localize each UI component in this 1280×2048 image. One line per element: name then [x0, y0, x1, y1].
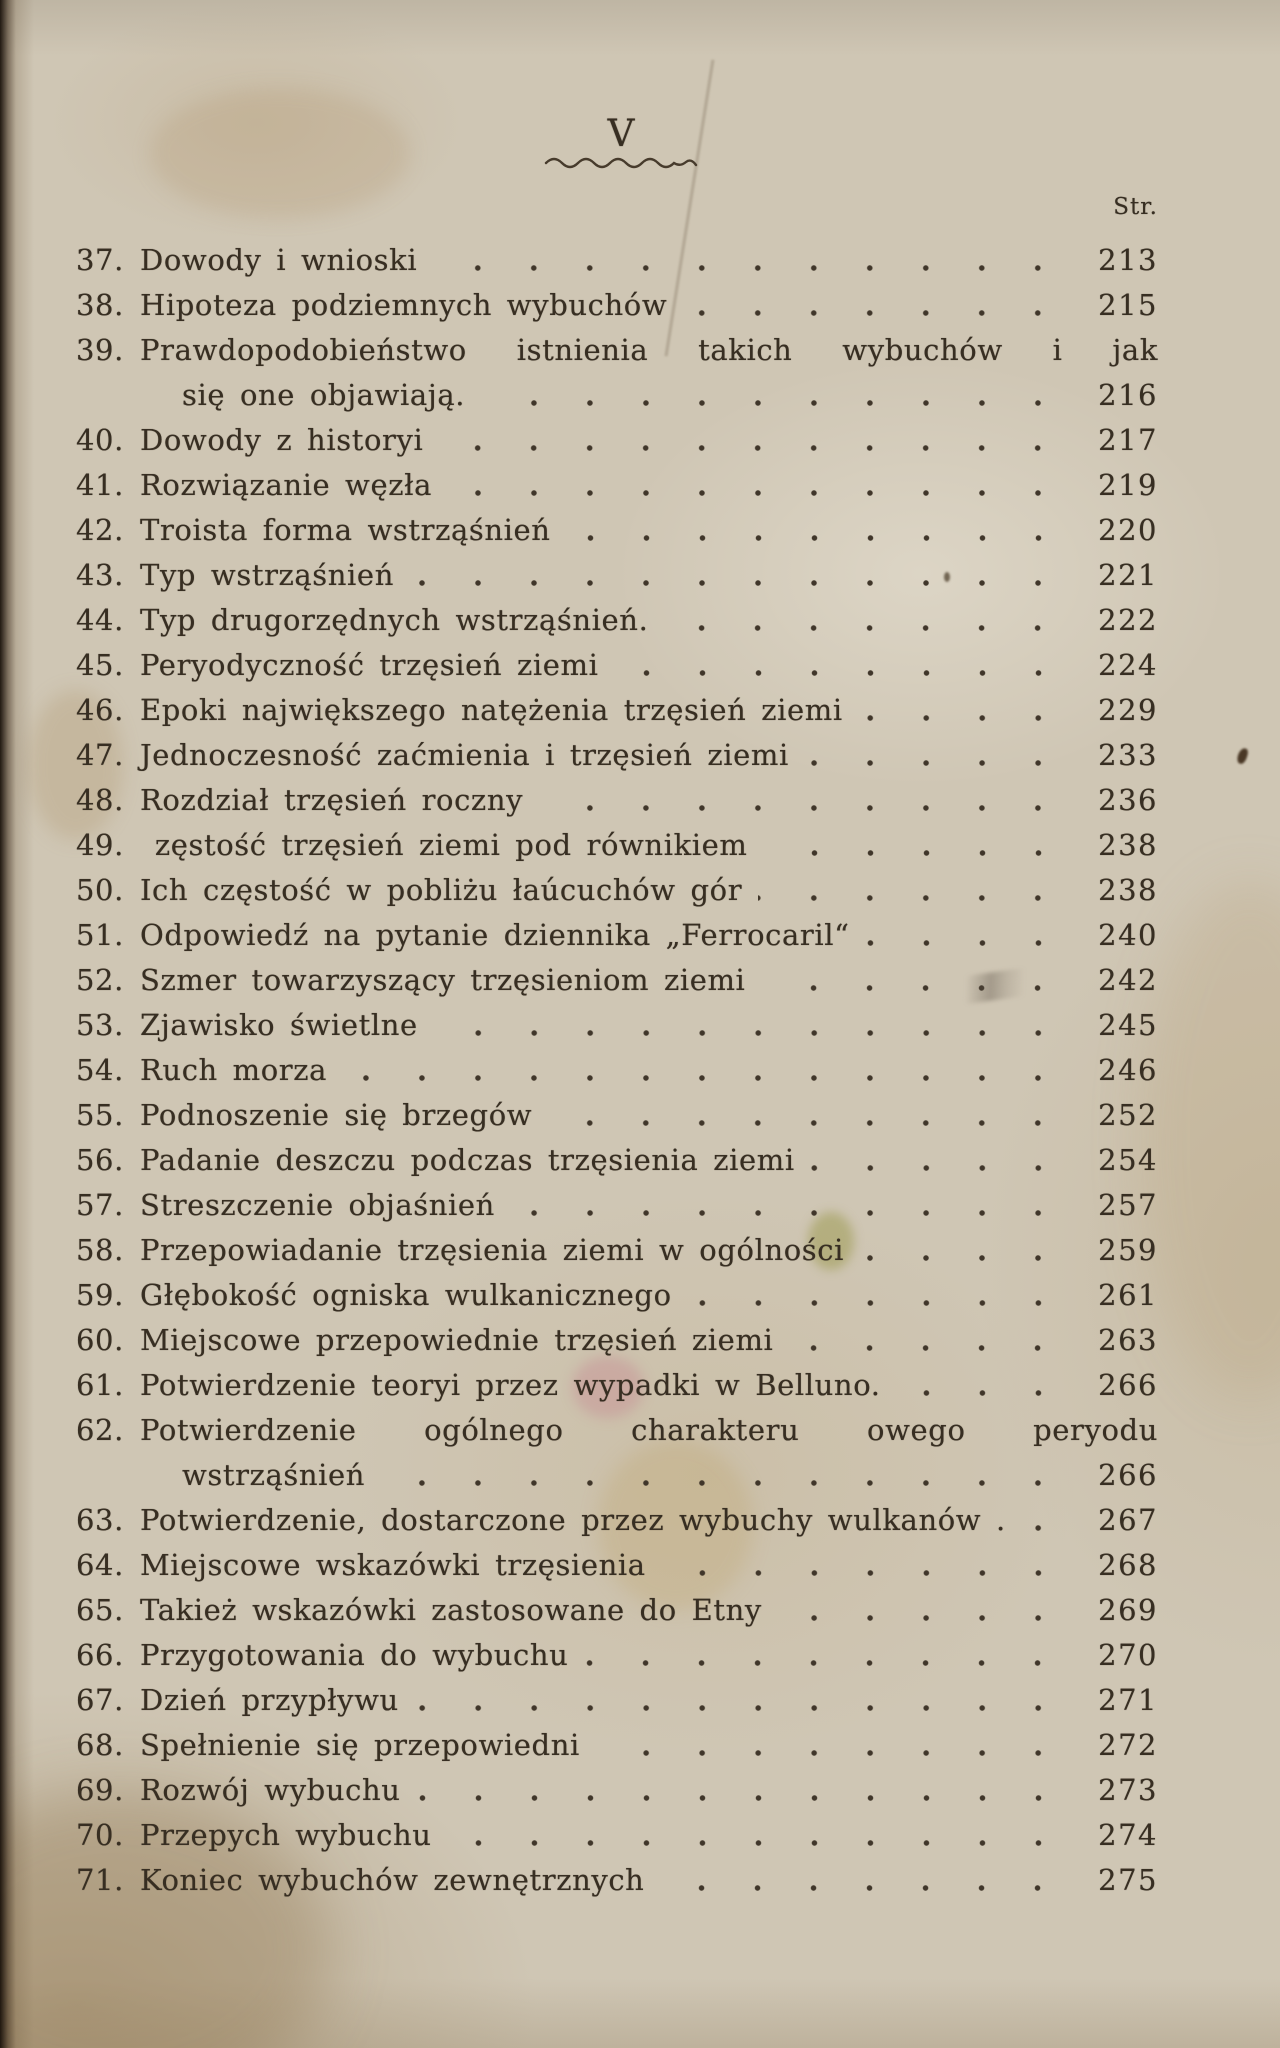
- toc-entry: [76, 1318, 1158, 1363]
- dot-leader: [381, 1453, 1074, 1498]
- toc-entry-number: 70.: [76, 1818, 124, 1852]
- toc-entry-title: zęstość trzęsień ziemi pod równikiem: [140, 828, 748, 862]
- dot-leader: [805, 733, 1074, 778]
- toc-entry-page: 238: [1098, 828, 1158, 862]
- toc-entry-page: 266: [1098, 1458, 1158, 1492]
- toc-entry-page: 222: [1098, 603, 1158, 637]
- toc-entry: [76, 823, 1158, 868]
- dot-leader: [866, 913, 1074, 958]
- toc-entry-number: 65.: [76, 1593, 124, 1627]
- toc-entry-number: 46.: [76, 693, 124, 727]
- page-roman-numeral: V: [607, 112, 637, 155]
- toc-entry: [76, 1363, 1158, 1408]
- dot-leader: [764, 823, 1075, 868]
- toc-entry-page: 219: [1098, 468, 1158, 502]
- dot-leader: [688, 1273, 1074, 1318]
- toc-entry-number: 48.: [76, 783, 124, 817]
- toc-entry-number: 62.: [76, 1413, 124, 1447]
- toc-entry-page: 224: [1098, 648, 1158, 682]
- toc-entry: [76, 1543, 1158, 1588]
- toc-entry: [76, 1813, 1158, 1858]
- toc-entry-title: Padanie deszczu podczas trzęsienia ziemi: [140, 1143, 795, 1177]
- toc-entry-number: 68.: [76, 1728, 124, 1762]
- toc-entry-number: 53.: [76, 1008, 124, 1042]
- toc-entry-title: Typ drugorzędnych wstrząśnień.: [140, 603, 649, 637]
- toc-entry: [76, 1003, 1158, 1048]
- dot-leader: [417, 1768, 1074, 1813]
- toc-entry: [76, 553, 1158, 598]
- toc-entry-number: 39.: [76, 333, 124, 367]
- toc-entry-number: 61.: [76, 1368, 124, 1402]
- toc-entry: [76, 1588, 1158, 1633]
- toc-entry-title: Dowody i wnioski: [140, 243, 418, 277]
- toc-entry-number: 63.: [76, 1503, 124, 1537]
- toc-entry-title: Szmer towarzyszący trzęsieniom ziemi: [140, 963, 746, 997]
- dot-leader: [860, 1228, 1074, 1273]
- toc-entry-page: 271: [1098, 1683, 1158, 1717]
- toc-entry-page: 267: [1098, 1503, 1158, 1537]
- squiggle-divider: [543, 153, 703, 171]
- column-header-str: Str.: [1113, 194, 1158, 220]
- toc-entry: [76, 1408, 1158, 1453]
- dot-leader: [415, 1678, 1074, 1723]
- toc-entry-continuation: się one objawiają.: [182, 378, 466, 412]
- toc-entry: [76, 1093, 1158, 1138]
- toc-list: [0, 238, 1280, 1903]
- toc-entry-number: 67.: [76, 1683, 124, 1717]
- dot-leader: [1022, 1498, 1074, 1543]
- toc-entry-page: 272: [1098, 1728, 1158, 1762]
- toc-entry-title: Hipoteza podziemnych wybuchów: [140, 288, 668, 322]
- toc-entry: [76, 508, 1158, 553]
- toc-entry-number: 45.: [76, 648, 124, 682]
- toc-entry: [76, 1678, 1158, 1723]
- toc-entry-title: Peryodyczność trzęsień ziemi: [140, 648, 599, 682]
- dot-leader: [859, 688, 1074, 733]
- dot-leader: [778, 1588, 1074, 1633]
- dot-leader: [548, 1093, 1074, 1138]
- toc-entry: [76, 1048, 1158, 1093]
- toc-entry-page: 254: [1098, 1143, 1158, 1177]
- dot-leader: [811, 1138, 1074, 1183]
- toc-entry-number: 40.: [76, 423, 124, 457]
- toc-entry-number: 42.: [76, 513, 124, 547]
- toc-entry-page: 221: [1098, 558, 1158, 592]
- toc-entry-page: 220: [1098, 513, 1158, 547]
- toc-entry-page: 229: [1098, 693, 1158, 727]
- toc-entry-title: Typ wstrząśnień: [140, 558, 394, 592]
- dot-leader: [448, 463, 1074, 508]
- toc-entry-title: Dowody z historyi: [140, 423, 424, 457]
- toc-entry-title: Rozwój wybuchu: [140, 1773, 401, 1807]
- toc-entry: [76, 1273, 1158, 1318]
- toc-entry: [76, 463, 1158, 508]
- toc-entry-title: Potwierdzenie ogólnego charakteru owego peryodu: [140, 1413, 1158, 1447]
- dot-leader: [596, 1723, 1074, 1768]
- toc-entry-number: 59.: [76, 1278, 124, 1312]
- dot-leader: [897, 1363, 1074, 1408]
- toc-entry-number: 37.: [76, 243, 124, 277]
- toc-entry-title: Podnoszenie się brzegów: [140, 1098, 533, 1132]
- toc-entry-number: [76, 1453, 140, 1498]
- toc-entry-number: 44.: [76, 603, 124, 637]
- toc-entry-title: Potwierdzenie, dostarczone przez wybuchy wulkanów .: [140, 1503, 1006, 1537]
- toc-entry-number: 38.: [76, 288, 124, 322]
- toc-entry: [76, 733, 1158, 778]
- toc-entry-number: 57.: [76, 1188, 124, 1222]
- toc-entry-title: Spełnienie się przepowiedni: [140, 1728, 580, 1762]
- toc-entry-number: 69.: [76, 1773, 124, 1807]
- toc-entry-page: 246: [1098, 1053, 1158, 1087]
- dot-leader: [343, 1048, 1074, 1093]
- toc-entry-page: 233: [1098, 738, 1158, 772]
- toc-entry-page: 263: [1098, 1323, 1158, 1357]
- dot-leader: [439, 418, 1074, 463]
- toc-entry-number: 43.: [76, 558, 124, 592]
- toc-entry-number: 66.: [76, 1638, 124, 1672]
- toc-entry: [76, 778, 1158, 823]
- dot-leader: [511, 1183, 1074, 1228]
- toc-entry-number: 58.: [76, 1233, 124, 1267]
- toc-entry-title: Przepych wybuchu: [140, 1818, 432, 1852]
- toc-entry-number: 71.: [76, 1863, 124, 1897]
- toc-entry-title: Potwierdzenie teoryi przez wypadki w Belluno.: [140, 1368, 881, 1402]
- ink-fleck: [944, 572, 950, 582]
- toc-entry: [76, 1138, 1158, 1183]
- toc-entry: [76, 283, 1158, 328]
- toc-entry-page: 240: [1098, 918, 1158, 952]
- dot-leader: [448, 1813, 1074, 1858]
- dot-leader: [584, 1633, 1074, 1678]
- toc-entry-number: 56.: [76, 1143, 124, 1177]
- toc-entry-number: 54.: [76, 1053, 124, 1087]
- toc-entry-page: 215: [1098, 288, 1158, 322]
- toc-entry: [76, 418, 1158, 463]
- dot-leader: [433, 238, 1074, 283]
- toc-entry-page: 269: [1098, 1593, 1158, 1627]
- toc-entry-title: Zjawisko świetlne: [140, 1008, 418, 1042]
- toc-entry: [76, 913, 1158, 958]
- dot-leader: [410, 553, 1074, 598]
- toc-entry: [76, 1183, 1158, 1228]
- toc-entry-title: Odpowiedź na pytanie dziennika „Ferrocaril“: [140, 918, 850, 952]
- toc-entry: [76, 1768, 1158, 1813]
- dot-leader: [662, 1543, 1074, 1588]
- toc-entry-title: Miejscowe wskazówki trzęsienia: [140, 1548, 646, 1582]
- toc-entry-page: 257: [1098, 1188, 1158, 1222]
- toc-entry: [76, 1228, 1158, 1273]
- toc-entry-page: 259: [1098, 1233, 1158, 1267]
- toc-entry-title: Rozdział trzęsień roczny: [140, 783, 524, 817]
- dot-leader: [660, 1858, 1074, 1903]
- toc-entry-page: 216: [1098, 378, 1158, 412]
- toc-entry: [76, 868, 1158, 913]
- toc-entry-page: 242: [1098, 963, 1158, 997]
- dot-leader: [758, 868, 1074, 913]
- toc-entry-page: 252: [1098, 1098, 1158, 1132]
- toc-entry-page: 270: [1098, 1638, 1158, 1672]
- dot-leader: [434, 1003, 1074, 1048]
- toc-entry: [76, 1498, 1158, 1543]
- toc-entry-title: Dzień przypływu: [140, 1683, 399, 1717]
- toc-entry: [76, 328, 1158, 373]
- toc-entry-title: Prawdopodobieństwo istnienia takich wybuchów i jak: [140, 333, 1158, 367]
- toc-entry-number: 51.: [76, 918, 124, 952]
- dot-leader: [481, 373, 1074, 418]
- toc-entry-title: Jednoczesność zaćmienia i trzęsień ziemi: [140, 738, 789, 772]
- toc-entry-number: 47.: [76, 738, 124, 772]
- toc-entry: [76, 238, 1158, 283]
- toc-entry: [76, 688, 1158, 733]
- toc-entry-page: 273: [1098, 1773, 1158, 1807]
- toc-entry-title: Głębokość ogniska wulkanicznego: [140, 1278, 672, 1312]
- toc-entry-number: 55.: [76, 1098, 124, 1132]
- toc-entry-title: Przepowiadanie trzęsienia ziemi w ogólności: [140, 1233, 844, 1267]
- toc-entry-title: Koniec wybuchów zewnętrznych: [140, 1863, 645, 1897]
- toc-entry-title: Ich częstość w pobliżu łaúcuchów gór: [140, 873, 743, 907]
- toc-entry-number: 50.: [76, 873, 124, 907]
- toc-entry-page: 274: [1098, 1818, 1158, 1852]
- toc-entry-page: 213: [1098, 243, 1158, 277]
- toc-entry: [76, 1858, 1158, 1903]
- toc-entry-number: 52.: [76, 963, 124, 997]
- toc-entry-title: Takież wskazówki zastosowane do Etny: [140, 1593, 762, 1627]
- toc-entry: [76, 1633, 1158, 1678]
- dot-leader: [683, 283, 1074, 328]
- toc-entry-number: 49.: [76, 828, 124, 862]
- toc-entry-title: Miejscowe przepowiednie trzęsień ziemi: [140, 1323, 774, 1357]
- toc-entry: [76, 598, 1158, 643]
- toc-entry-page: 238: [1098, 873, 1158, 907]
- toc-entry-continuation: wstrząśnień: [182, 1458, 366, 1492]
- toc-entry-number: [76, 373, 140, 418]
- toc-entry-number: 64.: [76, 1548, 124, 1582]
- toc-entry-page: 261: [1098, 1278, 1158, 1312]
- toc-entry: [76, 1453, 1158, 1498]
- toc-entry: [76, 643, 1158, 688]
- toc-entry-title: Epoki największego natężenia trzęsień ziemi: [140, 693, 843, 727]
- toc-entry-page: 217: [1098, 423, 1158, 457]
- toc-entry-title: Przygotowania do wybuchu: [140, 1638, 569, 1672]
- toc-entry-page: 236: [1098, 783, 1158, 817]
- toc-entry-page: 245: [1098, 1008, 1158, 1042]
- toc-entry-title: Streszczenie objaśnień: [140, 1188, 495, 1222]
- dot-leader: [539, 778, 1074, 823]
- toc-entry-number: 41.: [76, 468, 124, 502]
- toc-entry-title: Ruch morza: [140, 1053, 328, 1087]
- toc-entry-title: Troista forma wstrząśnień: [140, 513, 551, 547]
- toc-entry-number: 60.: [76, 1323, 124, 1357]
- dot-leader: [789, 1318, 1074, 1363]
- dot-leader: [664, 598, 1074, 643]
- toc-entry-page: 268: [1098, 1548, 1158, 1582]
- toc-entry-title: Rozwiązanie węzła: [140, 468, 433, 502]
- toc-entry: [76, 373, 1158, 418]
- toc-entry: [76, 1723, 1158, 1768]
- toc-entry-page: 266: [1098, 1368, 1158, 1402]
- dot-leader: [615, 643, 1075, 688]
- dot-leader: [567, 508, 1074, 553]
- toc-entry-page: 275: [1098, 1863, 1158, 1897]
